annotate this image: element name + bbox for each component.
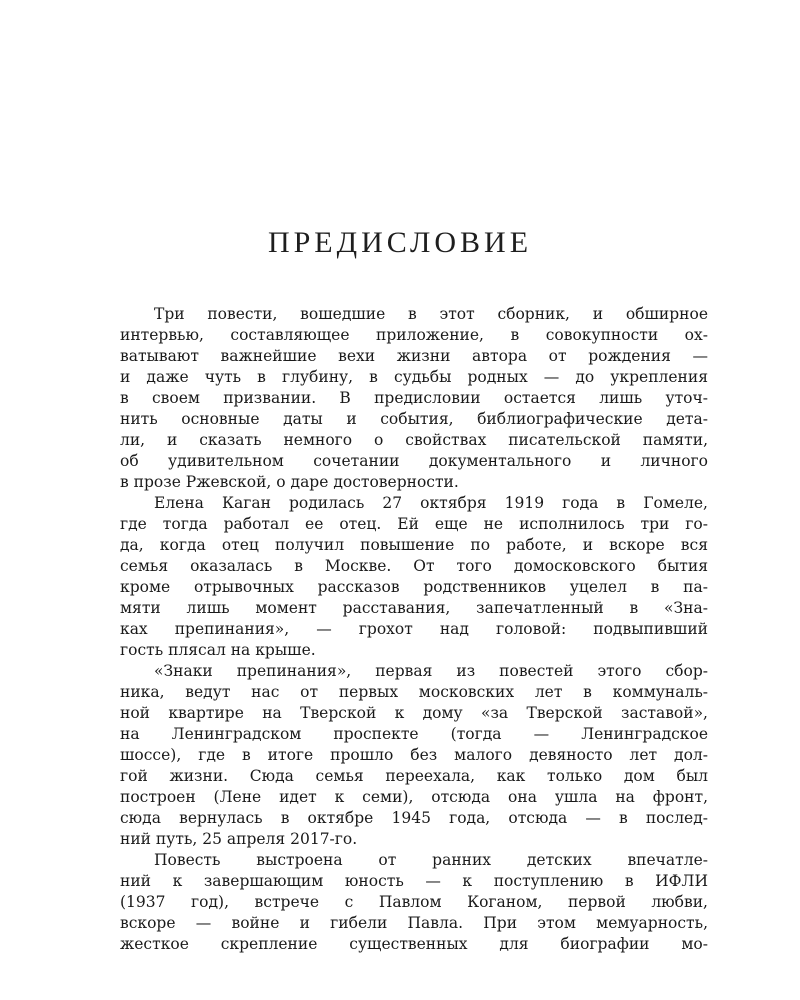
text-line: гость плясал на крыше. — [120, 641, 316, 659]
paragraph — [120, 493, 708, 661]
text-line: ватывают важнейшие вехи жизни автора от рождения — — [120, 347, 708, 365]
text-line: ника, ведут нас от первых московских лет в коммуналь- — [120, 683, 708, 701]
text-line: Три повести, вошедшие в этот сборник, и обширное — [154, 305, 708, 323]
text-line: нить основные даты и события, библиографические дета- — [120, 410, 708, 428]
body-text — [120, 304, 708, 955]
text-line: где тогда работал ее отец. Ей еще не исполнилось три го- — [120, 515, 708, 533]
text-line: мяти лишь момент расставания, запечатленный в «Зна- — [120, 599, 708, 617]
text-line: вскоре — войне и гибели Павла. При этом мемуарность, — [120, 914, 708, 932]
text-line: ний путь, 25 апреля 2017-го. — [120, 830, 358, 848]
text-line: кроме отрывочных рассказов родственников уцелел в па- — [120, 578, 708, 596]
text-line: на Ленинградском проспекте (тогда — Ленинградское — [120, 725, 708, 743]
text-line: Елена Каган родилась 27 октября 1919 года в Гомеле, — [154, 494, 708, 512]
text-line: семья оказалась в Москве. От того домосковского бытия — [120, 557, 708, 575]
chapter-title: ПРЕДИСЛОВИЕ — [267, 226, 533, 259]
text-line: и даже чуть в глубину, в судьбы родных — до укрепления — [120, 368, 708, 386]
text-line: построен (Лене идет к семи), отсюда она ушла на фронт, — [120, 788, 708, 806]
text-line: сюда вернулась в октябре 1945 года, отсюда — в послед- — [120, 809, 708, 827]
paragraph — [120, 850, 708, 955]
text-line: в прозе Ржевской, о даре достоверности. — [120, 473, 459, 491]
paragraph — [120, 304, 708, 493]
text-line: «Знаки препинания», первая из повестей этого сбор- — [154, 662, 708, 680]
text-line: жесткое скрепление существенных для биографии мо- — [120, 935, 708, 953]
text-line: гой жизни. Сюда семья переехала, как только дом был — [120, 767, 708, 785]
text-line: ний к завершающим юность — к поступлению в ИФЛИ — [120, 872, 708, 890]
text-line: да, когда отец получил повышение по работе, и вскоре вся — [120, 536, 708, 554]
text-line: интервью, составляющее приложение, в совокупности ох- — [120, 326, 708, 344]
text-line: ках препинания», — грохот над головой: подвыпивший — [120, 620, 708, 638]
text-line: об удивительном сочетании документального и личного — [120, 452, 708, 470]
text-line: ли, и сказать немного о свойствах писательской памяти, — [120, 431, 708, 449]
text-line: (1937 год), встрече с Павлом Коганом, первой любви, — [120, 893, 708, 911]
text-line: шоссе), где в итоге прошло без малого девяносто лет дол- — [120, 746, 708, 764]
paragraph — [120, 661, 708, 850]
text-line: Повесть выстроена от ранних детских впечатле- — [154, 851, 708, 869]
text-line: в своем призвании. В предисловии остается лишь уточ- — [120, 389, 708, 407]
text-line: ной квартире на Тверской к дому «за Тверской заставой», — [120, 704, 708, 722]
